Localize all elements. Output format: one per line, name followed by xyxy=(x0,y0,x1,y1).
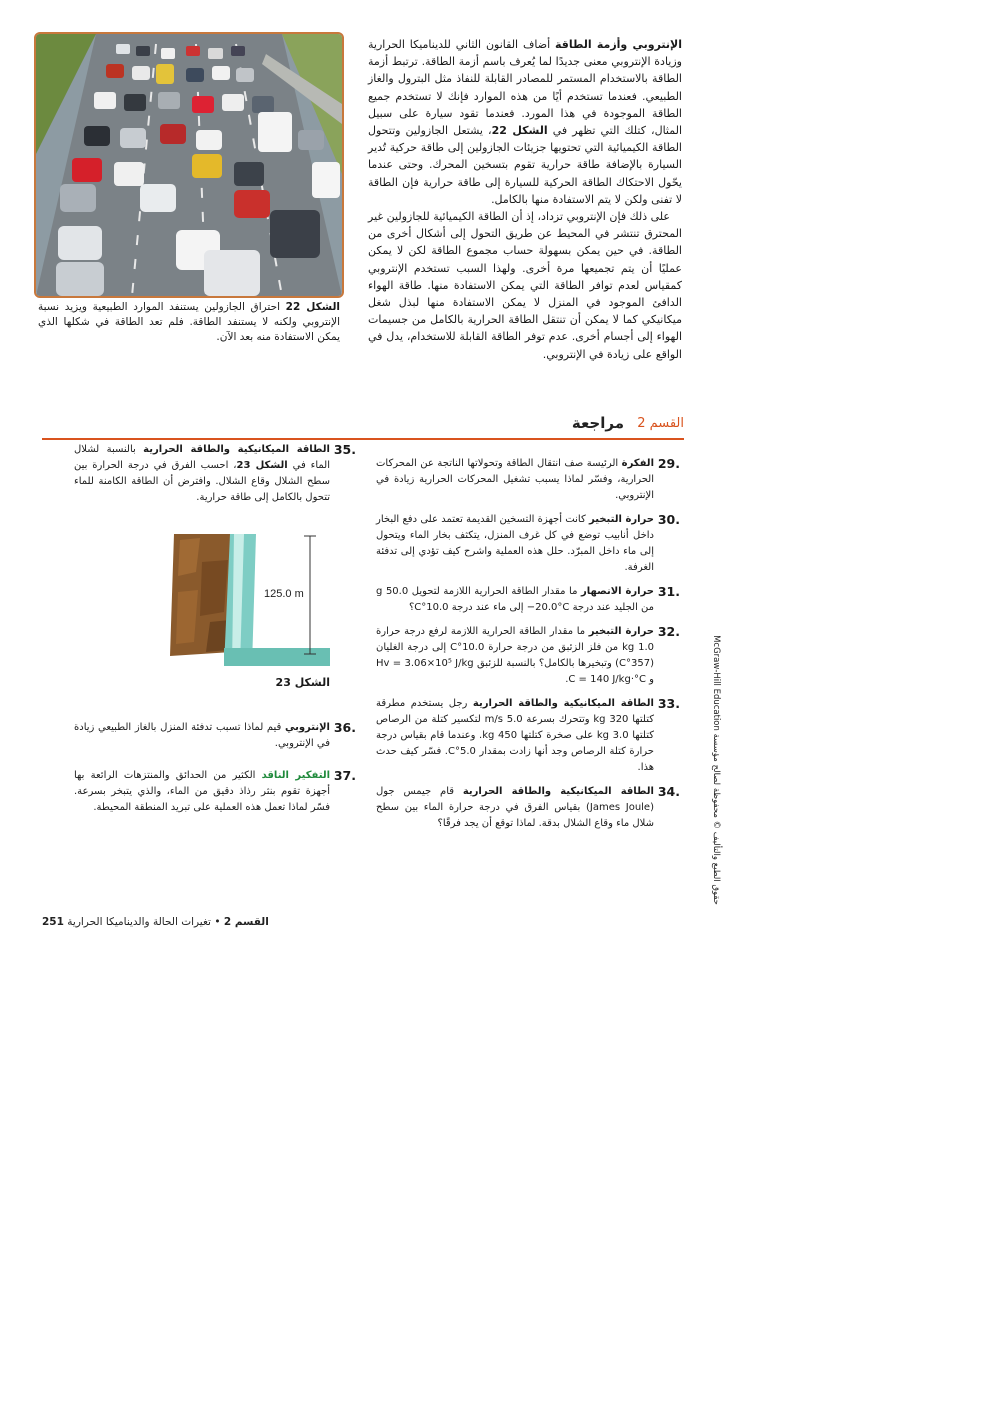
paragraph-1 xyxy=(368,36,682,208)
question-text: قيم لماذا تسبب تدفئة المنزل بالغاز الطبيعي زيادة في الإنتروبي. xyxy=(74,722,330,749)
footer-chapter-label: القسم 2 xyxy=(223,916,269,928)
question-number: 33. xyxy=(657,696,680,711)
review-title: مراجعة xyxy=(571,414,624,432)
question-30 xyxy=(376,512,680,576)
main-text-column xyxy=(368,36,682,363)
question-text-b: ، احسب الفرق في درجة الحرارة بين سطح الشلال وقاع الشلال. وافترض أن الطاقة الكامنة للماء تتحول بالكامل إلى طاقة حرارية. xyxy=(74,460,330,503)
question-topic: الفكرة xyxy=(621,458,654,469)
question-number: 36. xyxy=(333,720,356,735)
question-topic: حرارة الانصهار xyxy=(581,586,654,597)
question-topic: التفكير الناقد xyxy=(261,770,331,781)
copyright-text: حقوق الطبع والتأليف © محفوظة لصالح مؤسسة McGraw-Hill Education xyxy=(711,635,721,905)
figure-23-height-label: 125.0 m xyxy=(264,588,304,600)
question-number: 35. xyxy=(333,442,356,457)
question-29 xyxy=(376,456,680,504)
question-topic: حرارة التبخير xyxy=(589,514,654,525)
question-number: 30. xyxy=(657,512,680,527)
question-text: كانت أجهزة التسخين القديمة تعتمد على دفع البخار داخل أنابيب توضع في كل غرف المنزل، يتكثف بخار الماء ويتحول إلى ماء داخل المبرّد. حلل هذه العملية واشرح كيف تؤدي إلى تدفئة الغرفة. xyxy=(376,514,654,573)
question-number: 37. xyxy=(333,768,356,783)
paragraph-1-part-a: أضاف القانون الثاني للديناميكا الحرارية وزيادة الإنتروبي معنى جديدًا لما يُعرف باسم أزمة الطاقة. ترتبط أزمة الطاقة بالاستخدام المستمر للمصادر القابلة للنفاذ مثل البترول والغاز الطبيعي. فعندما تستخدم أيًا من هذه الموارد فإنك لا تستخدم جميع الطاقة الموجودة في هذا المورد. فعندما تقود سيارة على سبيل المثال، كتلك التي تظهر في xyxy=(368,38,683,138)
figure-22-caption xyxy=(38,300,340,345)
questions-right-column xyxy=(376,456,680,840)
paragraph-1-part-b: ، يشتعل الجازولين وتتحول الطاقة الكيميائية التي تحتويها جزيئات الجازولين إلى طاقة حركية تُدير السيارة بالإضافة طاقة حرارية تقوم بتسخين المحرك. وحتى عندما يحّول الاحتكاك الطاقة الحركية للسيارة إلى طاقة حرارية فإن الطاقة لا تفنى ولكن لا يتم الاستفادة منها بالكامل. xyxy=(368,124,682,206)
question-spacer xyxy=(74,760,356,768)
question-text: رجل يستخدم مطرقة كتلتها 320 kg وتتحرك بسرعة 5.0 m/s لتكسير كتلة من الرصاص كتلتها 3.0 kg على صخرة كتلتها 450 kg. وعندما قام بقياس درجة حرارة كتلة الرصاص وجد أنها زادت بمقدار 5.0°C. فسّر كيف حدث هذا. xyxy=(376,698,654,773)
review-header xyxy=(42,414,684,440)
page-footer xyxy=(42,916,272,928)
question-35 xyxy=(74,442,356,506)
question-topic: الطاقة الميكانيكية والطاقة الحرارية xyxy=(143,444,330,455)
question-topic: الطاقة الميكانيكية والطاقة الحرارية xyxy=(472,698,654,709)
figure-22-caption-text: احتراق الجازولين يستنفد الموارد الطبيعية ويزيد نسبة الإنتروبي ولكنه لا يستنفد الطاقة. فلم تعد الطاقة في شكلها الذي يمكن الاستفادة منه بعد الآن. xyxy=(38,301,340,343)
question-34 xyxy=(376,784,680,832)
question-text: ما مقدار الطاقة الحرارية اللازمة لرفع درجة حرارة 1.0 kg من فلز الزئبق من درجة حرارة 10.0°C إلى درجة الغليان (357°C) وتبخيرها بالكامل؟ بالنسبة للزئبق ‎Hv = 3.06×10⁵ J/kg‏ و ‎C = 140 J/kg·°C‏. xyxy=(376,626,655,685)
review-section-label: القسم 2 xyxy=(637,416,684,431)
figure-23-waterfall xyxy=(170,532,330,666)
figure-22-label: الشكل 22 xyxy=(285,301,340,313)
question-text: الكثير من الحدائق والمنتزهات الرائعة بها أجهزة تقوم بنثر رذاذ دقيق من الماء، والذي يتبخر بسرعة. فسّر لماذا تعمل هذه العملية على تبريد المنطقة المحيطة. xyxy=(74,770,330,813)
question-topic: الطاقة الميكانيكية والطاقة الحرارية xyxy=(462,786,654,797)
question-number: 31. xyxy=(657,584,680,599)
question-37 xyxy=(74,768,356,816)
figure-23-caption: الشكل 23 xyxy=(275,676,330,689)
figure-22-reference: الشكل 22 xyxy=(491,124,548,138)
question-text-a: بالنسبة لشلال الماء في xyxy=(74,444,330,471)
question-32 xyxy=(376,624,680,688)
figure-22-photo xyxy=(34,32,344,298)
question-text: قام جيمس جول (James Joule) بقياس الفرق في درجة حرارة الماء بين سطح شلال ماء وقاع الشلال بدقة. لماذا توقع أن يجد فرقًا؟ xyxy=(376,786,654,829)
footer-bullet: • xyxy=(214,916,221,928)
question-text: الرئيسة صف انتقال الطاقة وتحولاتها الناتجة عن المحركات الحرارية، وفسّر لماذا يسبب تشغيل المحركات الحرارية زيادة في الإنتروبي. xyxy=(376,458,654,501)
figure-23-reference: الشكل 23 xyxy=(236,460,288,471)
page-number: 251 xyxy=(42,916,64,928)
question-number: 32. xyxy=(657,624,680,639)
footer-chapter-title: تغيرات الحالة والديناميكا الحرارية xyxy=(67,916,211,928)
question-number: 29. xyxy=(657,456,680,471)
question-text: ما مقدار الطاقة الحرارية اللازمة لتحويل 50.0 g من الجليد عند درجة ‎−20.0°C‏ إلى ماء عند درجة 10.0°C؟ xyxy=(376,586,654,613)
question-topic: حرارة التبخير xyxy=(588,626,655,637)
question-33 xyxy=(376,696,680,776)
question-31 xyxy=(376,584,680,616)
question-topic: الإنتروبي xyxy=(284,722,330,733)
question-number: 34. xyxy=(657,784,680,799)
section-heading: الإنتروبي وأزمة الطاقة xyxy=(555,38,682,51)
paragraph-2: على ذلك فإن الإنتروبي تزداد، إذ أن الطاقة الكيميائية للجازولين غير المحترق تنتشر في المحيط عن طريق التحول إلى أشكال أخرى من الطاقة. في حين يمكن بسهولة حساب مجموع الطاقة لكن لا يمكن عمليًا أن يتم تجميعها مرة أخرى. ولهذا السبب تستخدم الإنتروبي كمقياس لعدم توافر الطاقة التي يمكن الاستفادة منها. طاقة الهواء الدافئ الموجود في المنزل لا يمكن الاستفادة منها لبذل شغل ميكانيكي كما لا يمكن أن تنتقل الطاقة الحرارية بالكامل من جسيمات الهواء إلى أجسام أخرى. عدم توفر الطاقة القابلة للاستخدام، يدل في الواقع على زيادة في الإنتروبي. xyxy=(368,210,682,361)
question-36 xyxy=(74,720,356,752)
copyright-credit xyxy=(706,635,726,905)
